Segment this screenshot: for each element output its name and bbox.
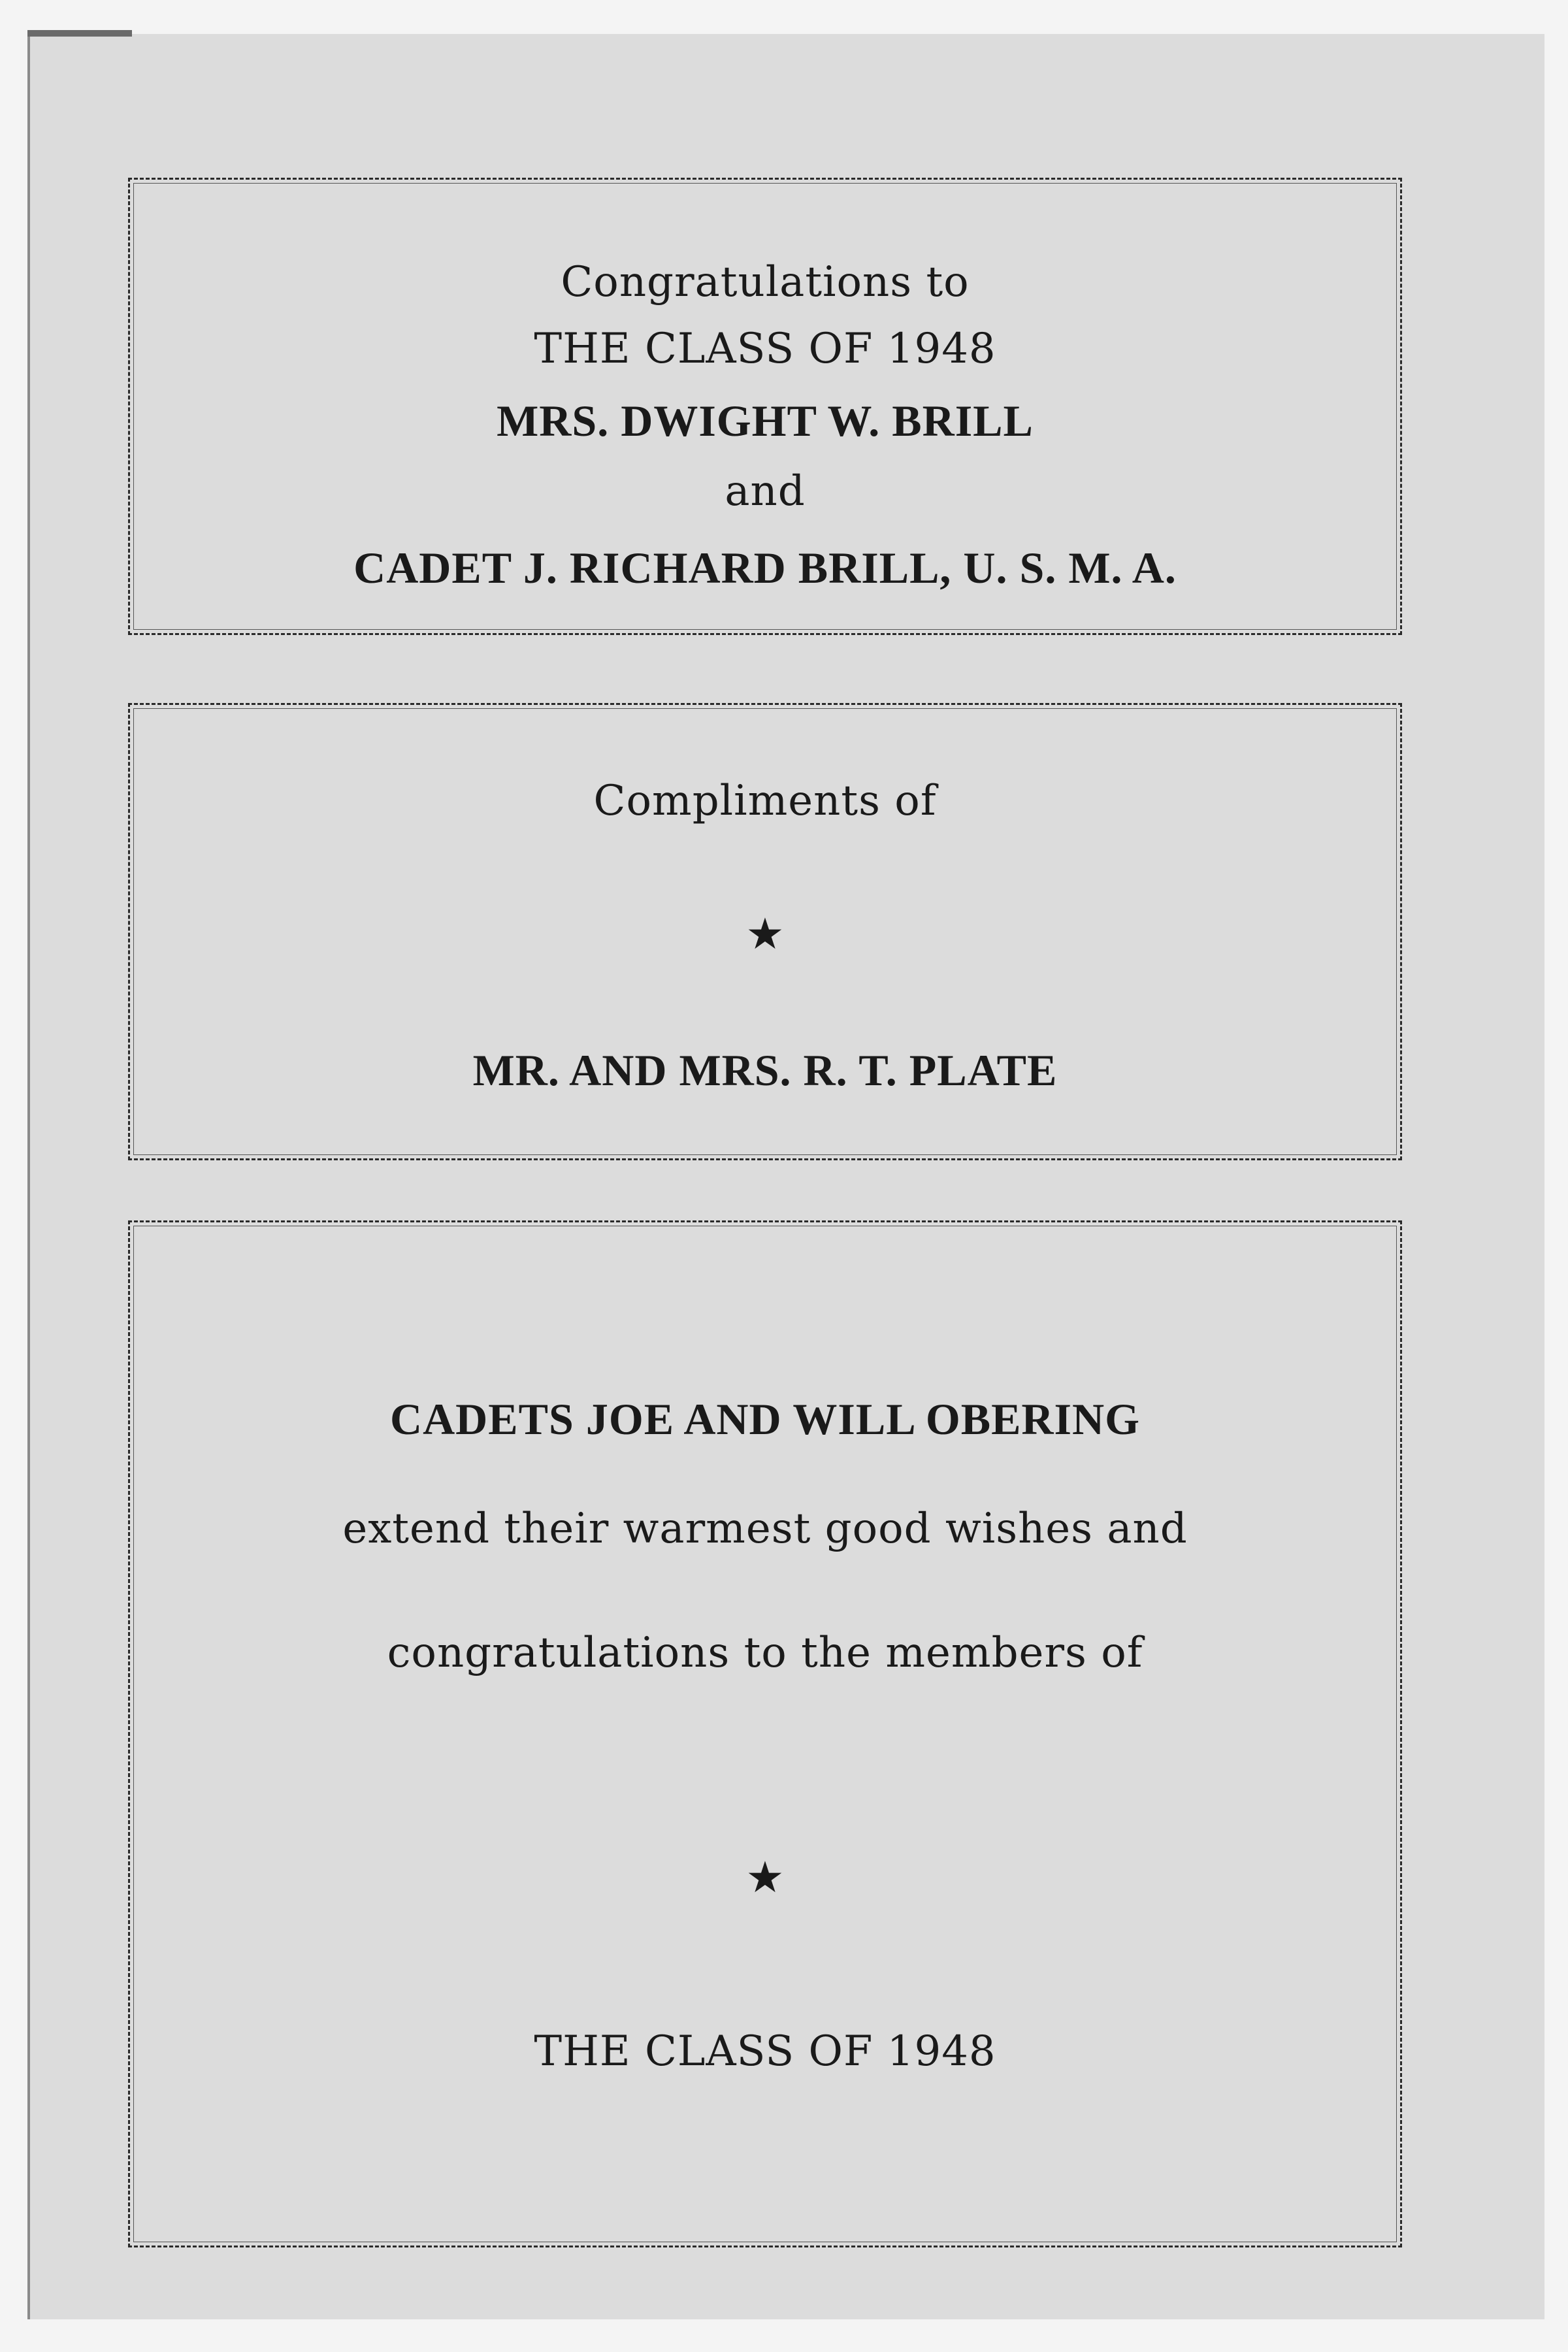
ad1-class-line: THE CLASS OF 1948 xyxy=(534,325,996,373)
ad3-class-line: THE CLASS OF 1948 xyxy=(534,2027,996,2076)
ad3-congratulations: congratulations to the members of xyxy=(387,1629,1143,1677)
ad-box-plate xyxy=(128,703,1402,1160)
ad-box-brill xyxy=(128,178,1402,635)
ad3-wishes: extend their warmest good wishes and xyxy=(342,1505,1188,1553)
star-icon: ★ xyxy=(745,1852,785,1903)
ad3-names: CADETS JOE AND WILL OBERING xyxy=(389,1394,1141,1444)
ad1-name-cadet: CADET J. RICHARD BRILL, U. S. M. A. xyxy=(353,543,1177,593)
ad1-and: and xyxy=(725,467,806,515)
ad1-name-mrs: MRS. DWIGHT W. BRILL xyxy=(497,396,1034,446)
star-icon: ★ xyxy=(745,909,785,959)
ad2-name: MR. AND MRS. R. T. PLATE xyxy=(472,1045,1058,1095)
ad2-compliments: Compliments of xyxy=(593,777,937,825)
page xyxy=(27,34,1544,2319)
ad-box-obering xyxy=(128,1220,1402,2247)
ad1-greeting: Congratulations to xyxy=(561,258,970,306)
